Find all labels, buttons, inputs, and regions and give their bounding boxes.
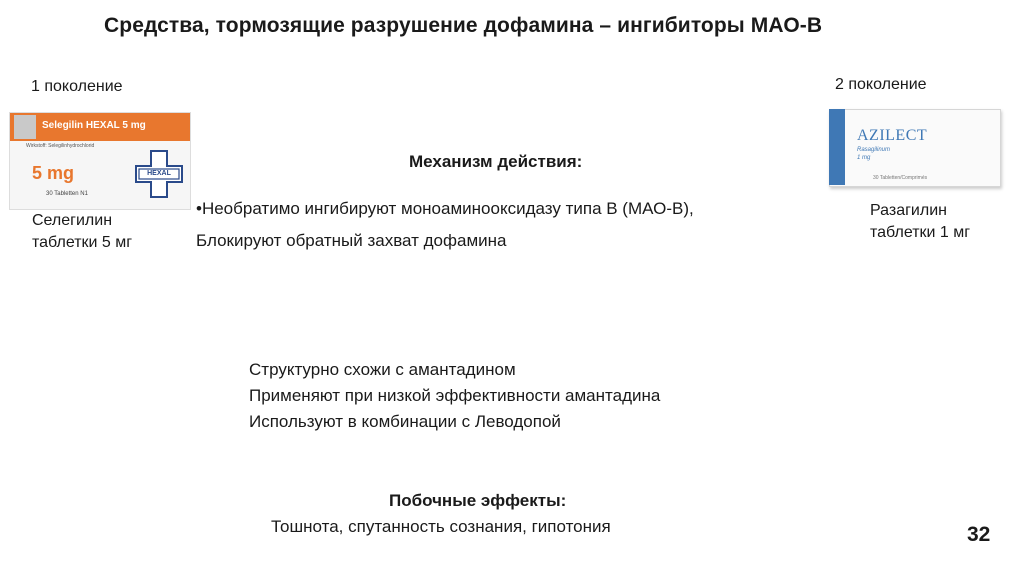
side-effects-heading: Побочные эффекты: [389,491,567,510]
package-brand: Selegilin HEXAL 5 mg [42,120,146,131]
azilect-dose: 1 mg [857,155,871,161]
notes-list [249,357,660,435]
mechanism-heading: Механизм действия: [409,152,583,171]
drug-rasagilin-form: таблетки 1 мг [870,224,971,241]
generation-2-label: 2 поколение [835,76,927,93]
mechanism-line-1: •Необратимо ингибируют моноаминооксидазу типа В (МАО-В), [196,199,694,218]
drug-rasagilin [870,200,970,244]
drug-selegilin [32,210,132,254]
selegilin-package-image [9,112,191,210]
azilect-count: 30 Tabletten/Comprimés [873,175,928,181]
mechanism-text [196,193,694,257]
azilect-ingredient: Rasagilinum [857,147,891,153]
package-ingredient: Wirkstoff: Selegilinhydrochlorid [26,143,95,149]
package-big-dose: 5 mg [32,163,75,183]
note-item: Применяют при низкой эффективности амантадина [249,386,661,405]
drug-rasagilin-name: Разагилин [870,202,947,219]
azilect-package-image [829,101,1001,187]
note-item: Используют в комбинации с Леводопой [249,412,561,431]
drug-selegilin-name: Селегилин [32,212,113,229]
drug-selegilin-form: таблетки 5 мг [32,234,133,251]
mechanism-line-2: Блокируют обратный захват дофамина [196,231,507,250]
note-item: Структурно схожи с амантадином [249,360,516,379]
hexal-logo-text: HEXAL [147,170,171,177]
generation-1-label: 1 поколение [31,78,123,95]
side-effects-text: Тошнота, спутанность сознания, гипотония [271,517,611,536]
package-flap [14,115,36,139]
azilect-brand: AZILECT [857,127,928,144]
slide-title: Средства, тормозящие разрушение дофамина – ингибиторы МАО-В [104,14,823,37]
azilect-side-stripe [829,109,845,185]
page-number: 32 [967,523,991,546]
package-count: 30 Tabletten N1 [46,191,88,197]
